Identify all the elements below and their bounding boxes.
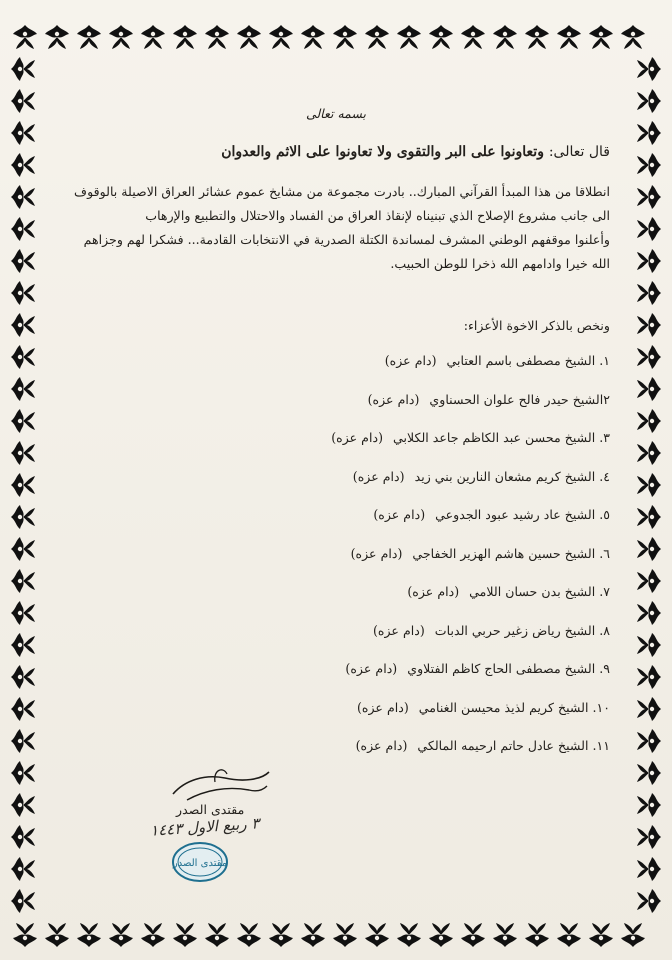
border-flower-icon: [8, 630, 38, 660]
border-flower-icon: [8, 694, 38, 724]
list-item: [62, 577, 610, 616]
border-flower-icon: [634, 54, 664, 84]
border-flower-icon: [170, 920, 200, 950]
border-flower-icon: [634, 790, 664, 820]
border-flower-icon: [8, 534, 38, 564]
list-item: [62, 539, 610, 578]
border-flower-icon: [170, 22, 200, 52]
border-flower-icon: [586, 920, 616, 950]
name-text: ٨. الشيخ رياض زغير حربي الدبات: [434, 622, 610, 638]
border-flower-icon: [426, 22, 456, 52]
border-flower-icon: [8, 86, 38, 116]
border-flower-icon: [8, 182, 38, 212]
border-flower-icon: [202, 920, 232, 950]
paragraph-line: انطلاقا من هذا المبدأ القرآني المبارك.. بادرت مجموعة من مشايخ عموم عشائر العراق الاصيلة بالوقوف: [74, 184, 610, 199]
border-flower-icon: [8, 278, 38, 308]
border-flower-icon: [298, 22, 328, 52]
border-flower-icon: [138, 22, 168, 52]
name-text: ٤. الشيخ كريم مشعان النارين بني زيد: [414, 468, 610, 484]
border-flower-icon: [634, 278, 664, 308]
signer-name: مقتدى الصدر: [176, 802, 245, 817]
border-flower-icon: [234, 920, 264, 950]
border-flower-icon: [634, 886, 664, 916]
border-flower-icon: [298, 920, 328, 950]
basmala-heading: بسمه تعالى: [305, 106, 367, 121]
border-flower-icon: [138, 920, 168, 950]
honorific: (دام عزه): [350, 545, 403, 561]
honorific: (دام عزه): [356, 699, 409, 715]
border-flower-icon: [634, 150, 664, 180]
border-flower-icon: [8, 598, 38, 628]
border-flower-icon: [634, 822, 664, 852]
border-flower-icon: [634, 598, 664, 628]
border-flower-icon: [394, 920, 424, 950]
border-flower-icon: [8, 790, 38, 820]
border-flower-icon: [522, 920, 552, 950]
border-flower-icon: [42, 22, 72, 52]
main-paragraph: [62, 180, 610, 276]
border-flower-icon: [490, 22, 520, 52]
border-flower-icon: [426, 920, 456, 950]
border-flower-icon: [362, 22, 392, 52]
border-flower-icon: [234, 22, 264, 52]
names-intro: ونخص بالذكر الاخوة الأعزاء:: [463, 318, 610, 333]
border-flower-icon: [634, 342, 664, 372]
border-flower-icon: [634, 118, 664, 148]
border-flower-icon: [634, 534, 664, 564]
border-flower-icon: [10, 22, 40, 52]
honorific: (دام عزه): [384, 353, 437, 368]
border-flower-icon: [202, 22, 232, 52]
list-item: [62, 346, 610, 385]
list-item: [62, 731, 610, 770]
border-flower-icon: [362, 920, 392, 950]
border-flower-icon: [634, 214, 664, 244]
border-flower-icon: [618, 920, 648, 950]
border-flower-icon: [490, 920, 520, 950]
names-list: [62, 346, 610, 770]
honorific: (دام عزه): [345, 661, 398, 676]
quran-verse: [62, 144, 610, 160]
border-flower-icon: [634, 310, 664, 340]
border-flower-icon: [634, 438, 664, 468]
border-flower-icon: [8, 502, 38, 532]
honorific: (دام عزه): [355, 738, 408, 753]
border-flower-icon: [634, 630, 664, 660]
honorific: (دام عزه): [352, 468, 405, 484]
name-text: ٩. الشيخ مصطفى الحاج كاظم الفتلاوي: [407, 661, 610, 676]
border-flower-icon: [634, 566, 664, 596]
name-text: ٣. الشيخ محسن عبد الكاظم جاعد الكلابي: [393, 430, 610, 445]
border-flower-icon: [634, 502, 664, 532]
name-text: ١١. الشيخ عادل حاتم ارحيمه المالكي: [417, 738, 610, 753]
border-flower-icon: [74, 22, 104, 52]
border-flower-icon: [634, 246, 664, 276]
border-flower-icon: [106, 920, 136, 950]
list-item: [62, 500, 610, 539]
name-text: ٦. الشيخ حسين هاشم الهزير الخفاجي: [412, 545, 610, 561]
border-flower-icon: [634, 182, 664, 212]
border-flower-icon: [8, 854, 38, 884]
list-item: [62, 423, 610, 462]
border-flower-icon: [8, 886, 38, 916]
border-flower-icon: [458, 920, 488, 950]
list-item: [62, 385, 610, 424]
honorific: (دام عزه): [367, 391, 420, 407]
border-flower-icon: [394, 22, 424, 52]
honorific: (دام عزه): [407, 584, 460, 599]
name-text: ٧. الشيخ بدن حسان اللامي: [469, 584, 610, 599]
border-flower-icon: [8, 246, 38, 276]
border-flower-icon: [458, 22, 488, 52]
border-flower-icon: [8, 310, 38, 340]
border-flower-icon: [8, 758, 38, 788]
honorific: (دام عزه): [373, 507, 426, 522]
honorific: (دام عزه): [372, 622, 425, 638]
name-text: ١. الشيخ مصطفى باسم العتابي: [446, 353, 610, 368]
border-flower-icon: [106, 22, 136, 52]
seal-text: مقتدى الصدر: [172, 858, 228, 869]
border-flower-icon: [634, 86, 664, 116]
border-flower-icon: [8, 374, 38, 404]
paragraph-line: وأعلنوا موقفهم الوطني المشرف لمساندة الكتلة الصدرية في الانتخابات القادمة... فشكرا لهم وجزاهم: [83, 232, 610, 247]
paragraph-line: الى جانب مشروع الإصلاح الذي تبنيناه لإنقاذ العراق من الفساد والاحتلال والتطبيع والإرهاب: [145, 208, 610, 223]
border-flower-icon: [8, 118, 38, 148]
border-flower-icon: [8, 470, 38, 500]
list-item: [62, 616, 610, 655]
border-flower-icon: [74, 920, 104, 950]
border-flower-icon: [634, 374, 664, 404]
border-flower-icon: [8, 822, 38, 852]
border-flower-icon: [634, 470, 664, 500]
border-flower-icon: [42, 920, 72, 950]
official-seal: [170, 840, 230, 884]
border-flower-icon: [8, 438, 38, 468]
border-flower-icon: [586, 22, 616, 52]
border-flower-icon: [554, 22, 584, 52]
honorific: (دام عزه): [331, 430, 383, 445]
border-flower-icon: [634, 854, 664, 884]
border-flower-icon: [8, 406, 38, 436]
border-flower-icon: [634, 662, 664, 692]
name-text: ٢الشيخ حيدر فالح علوان الحسناوي: [429, 391, 610, 407]
list-item: [62, 462, 610, 501]
border-flower-icon: [8, 54, 38, 84]
verse-text: وتعاونوا على البر والتقوى ولا تعاونوا على الاثم والعدوان: [221, 144, 544, 160]
name-text: ١٠. الشيخ كريم لذيذ محيسن الغنامي: [418, 699, 610, 715]
border-flower-icon: [8, 150, 38, 180]
border-flower-icon: [618, 22, 648, 52]
border-flower-icon: [8, 214, 38, 244]
border-flower-icon: [554, 920, 584, 950]
list-item: [62, 693, 610, 732]
border-flower-icon: [330, 920, 360, 950]
border-flower-icon: [634, 758, 664, 788]
border-flower-icon: [266, 22, 296, 52]
border-flower-icon: [266, 920, 296, 950]
border-flower-icon: [8, 662, 38, 692]
border-flower-icon: [330, 22, 360, 52]
border-flower-icon: [634, 406, 664, 436]
hijri-date: ٣ ربيع الاول ١٤٤٣: [149, 814, 260, 840]
border-flower-icon: [522, 22, 552, 52]
paragraph-line: الله خيرا وادامهم الله ذخرا للوطن الحبيب.: [390, 256, 610, 271]
border-flower-icon: [634, 694, 664, 724]
list-item: [62, 654, 610, 693]
border-flower-icon: [10, 920, 40, 950]
border-flower-icon: [8, 566, 38, 596]
border-flower-icon: [634, 726, 664, 756]
name-text: ٥. الشيخ عاد رشيد عبود الجدوعي: [435, 507, 610, 522]
letter-body: [62, 96, 610, 900]
border-flower-icon: [8, 342, 38, 372]
border-flower-icon: [8, 726, 38, 756]
verse-lead: قال تعالى:: [548, 144, 610, 160]
